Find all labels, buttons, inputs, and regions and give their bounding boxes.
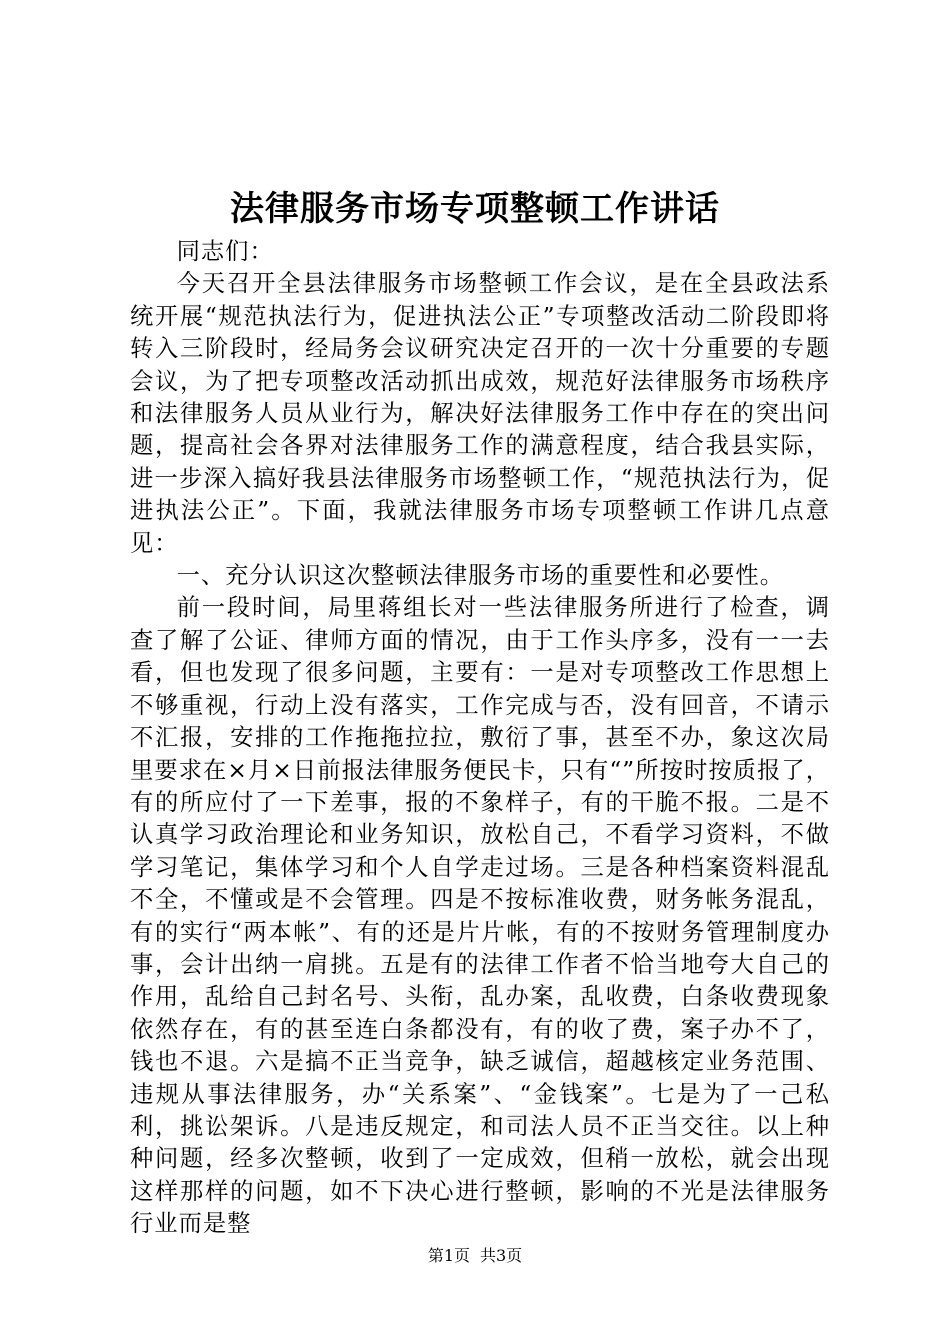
page-total: 共3页	[480, 1246, 523, 1265]
document-body	[130, 236, 830, 1241]
paragraph-intro: 今天召开全县法律服务市场整顿工作会议，是在全县政法系统开展“规范执法行为，促进执法公正”专项整改活动二阶段即将转入三阶段时，经局务会议研究决定召开的一次十分重要的专题会议，为了把专项整改活动抓出成效，规范好法律服务市场秩序和法律服务人员从业行为，解决好法律服务工作中存在的突出问题，提高社会各界对法律服务工作的满意程度，结合我县实际，进一步深入搞好我县法律服务市场整顿工作，“规范执法行为，促进执法公正”。下面，我就法律服务市场专项整顿工作讲几点意见：	[130, 270, 830, 557]
document-title: 法律服务市场专项整顿工作讲话	[230, 189, 720, 229]
paragraph-problems: 前一段时间，局里蒋组长对一些法律服务所进行了检查，调查了解了公证、律师方面的情况，由于工作头序多，没有一一去看，但也发现了很多问题，主要有：一是对专项整改工作思想上不够重视，行动上没有落实，工作完成与否，没有回音，不请示不汇报，安排的工作拖拖拉拉，敷衍了事，甚至不办，象这次局里要求在×月×日前报法律服务便民卡，只有“”所按时按质报了，有的所应付了一下差事，报的不象样子，有的干脆不报。二是不认真学习政治理论和业务知识，放松自己，不看学习资料，不做学习笔记，集体学习和个人自学走过场。三是各种档案资料混乱不全，不懂或是不会管理。四是不按标准收费，财务帐务混乱，有的实行“两本帐”、有的还是片片帐，有的不按财务管理制度办事，会计出纳一肩挑。五是有的法律工作者不恰当地夸大自己的作用，乱给自己封名号、头衔，乱办案，乱收费，白条收费现象依然存在，有的甚至连白条都没有，有的收了费，案子办不了，钱也不退。六是搞不正当竞争，缺乏诚信，超越核定业务范围、违规从事法律服务，办“关系案”、“金钱案”。七是为了一己私利，挑讼架诉。八是违反规定，和司法人员不正当交往。以上种种问题，经多次整顿，收到了一定成效，但稍一放松，就会出现这样那样的问题，如不下决心进行整顿，影响的不光是法律服务行业而是整	[130, 594, 830, 1238]
section-heading-1: 一、充分认识这次整顿法律服务市场的重要性和必要性。	[176, 562, 785, 590]
page-number: 第1页	[427, 1246, 470, 1265]
page-footer	[0, 1245, 950, 1267]
paragraph-salutation: 同志们：	[176, 238, 274, 265]
